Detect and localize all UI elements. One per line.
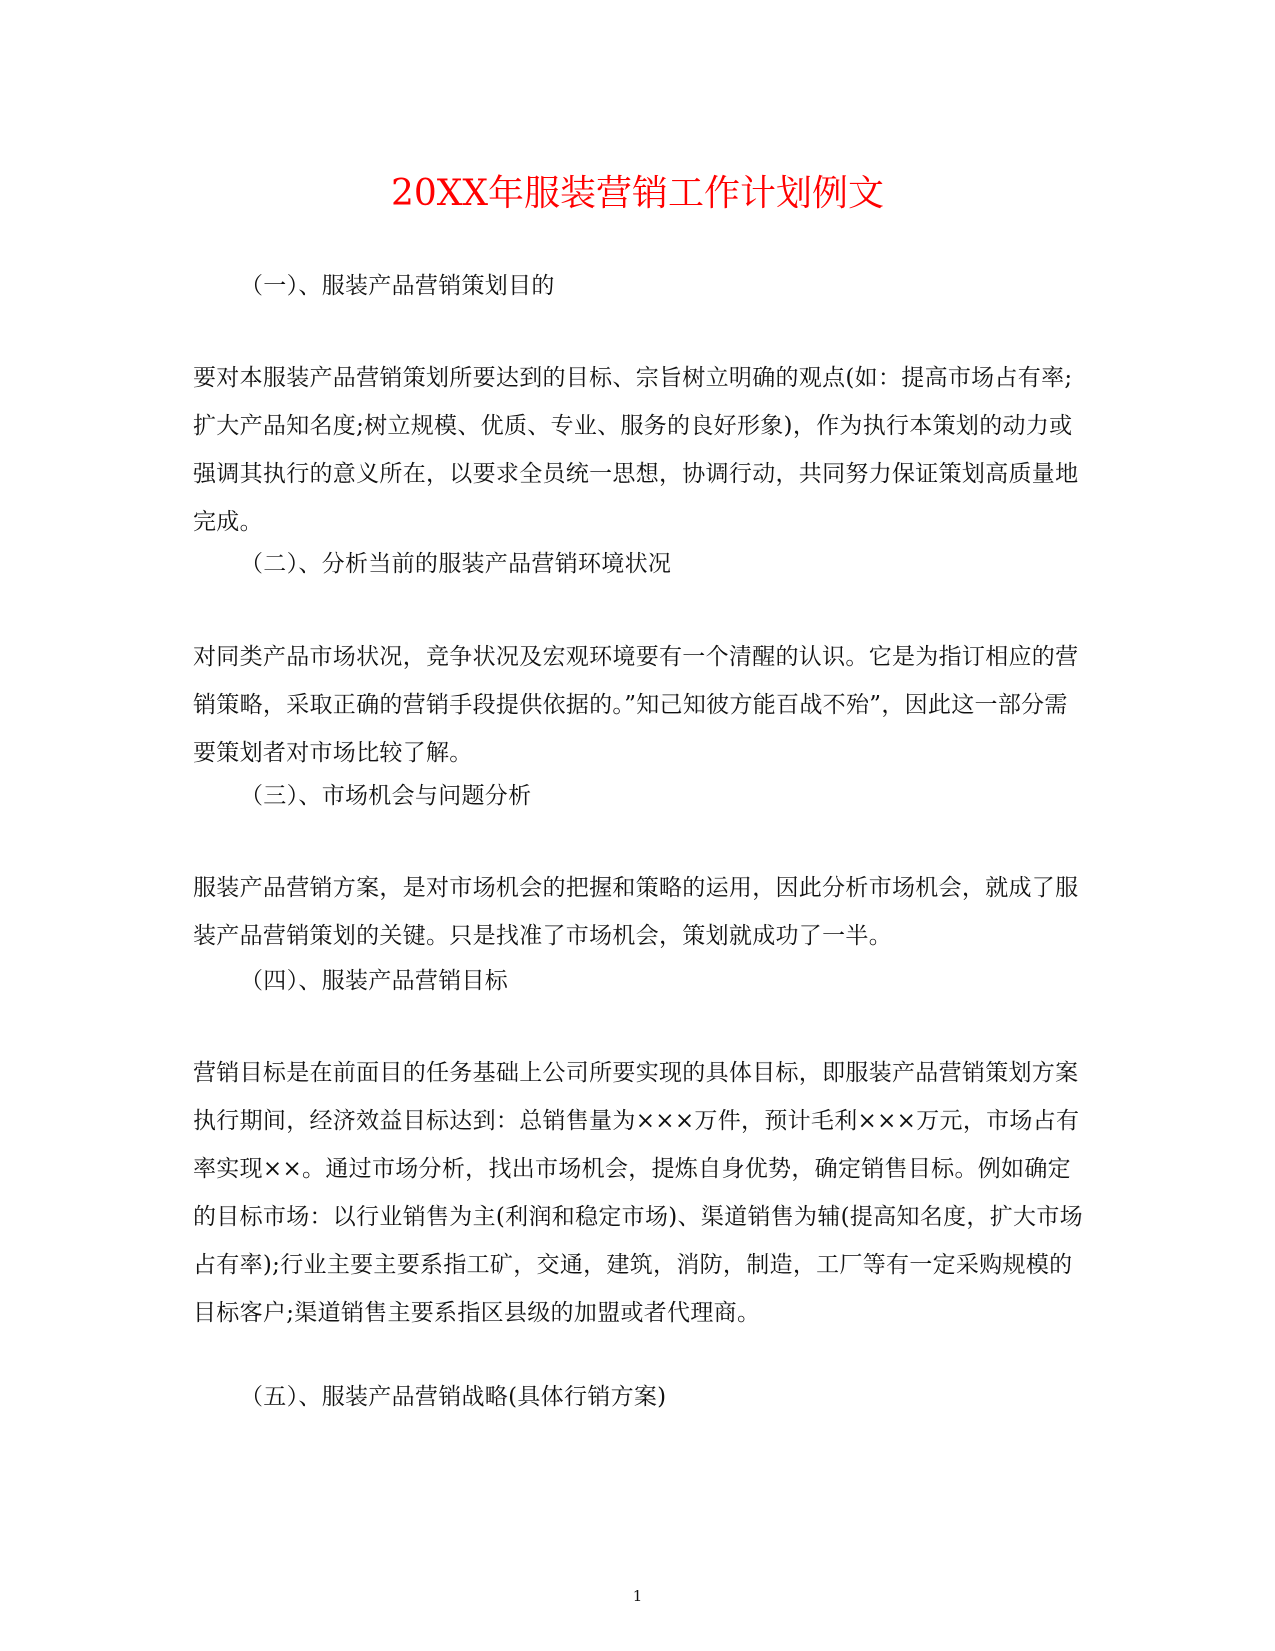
- section-body-2: 对同类产品市场状况，竞争状况及宏观环境要有一个清醒的认识。它是为指订相应的营销策略，采取正确的营销手段提供依据的。”知己知彼方能百战不殆”，因此这一部分需要策划者对市场比较了解。: [193, 644, 1079, 766]
- section-heading-4: （四）、服装产品营销目标: [240, 968, 509, 994]
- section-heading-1: （一）、服装产品营销策划目的: [240, 273, 555, 299]
- section-heading-5: （五）、服装产品营销战略(具体行销方案): [240, 1384, 667, 1410]
- page-title: 20XX年服装营销工作计划例文: [390, 173, 885, 214]
- page-number: 1: [632, 1587, 643, 1605]
- section-body-3: 服装产品营销方案，是对市场机会的把握和策略的运用，因此分析市场机会，就成了服装产品营销策划的关键。只是找准了市场机会，策划就成功了一半。: [193, 875, 1079, 949]
- section-heading-3: （三）、市场机会与问题分析: [240, 783, 532, 809]
- section-body-4: 营销目标是在前面目的任务基础上公司所要实现的具体目标，即服装产品营销策划方案执行期间，经济效益目标达到：总销售量为×××万件，预计毛利×××万元，市场占有率实现××。通过市场分析，找出市场机会，提炼自身优势，确定销售目标。例如确定的目标市场：以行业销售为主(利润和稳定市场)、渠道销售为辅(提高知名度，扩大市场占有率);行业主要主要系指工矿，交通，建筑，消防，制造，工厂等有一定采购规模的目标客户;渠道销售主要系指区县级的加盟或者代理商。: [193, 1060, 1083, 1326]
- section-heading-2: （二）、分析当前的服装产品营销环境状况: [240, 551, 672, 577]
- section-body-1: 要对本服装产品营销策划所要达到的目标、宗旨树立明确的观点(如：提高市场占有率;扩大产品知名度;树立规模、优质、专业、服务的良好形象)，作为执行本策划的动力或强调其执行的意义所在，以要求全员统一思想，协调行动，共同努力保证策划高质量地完成。: [193, 365, 1079, 535]
